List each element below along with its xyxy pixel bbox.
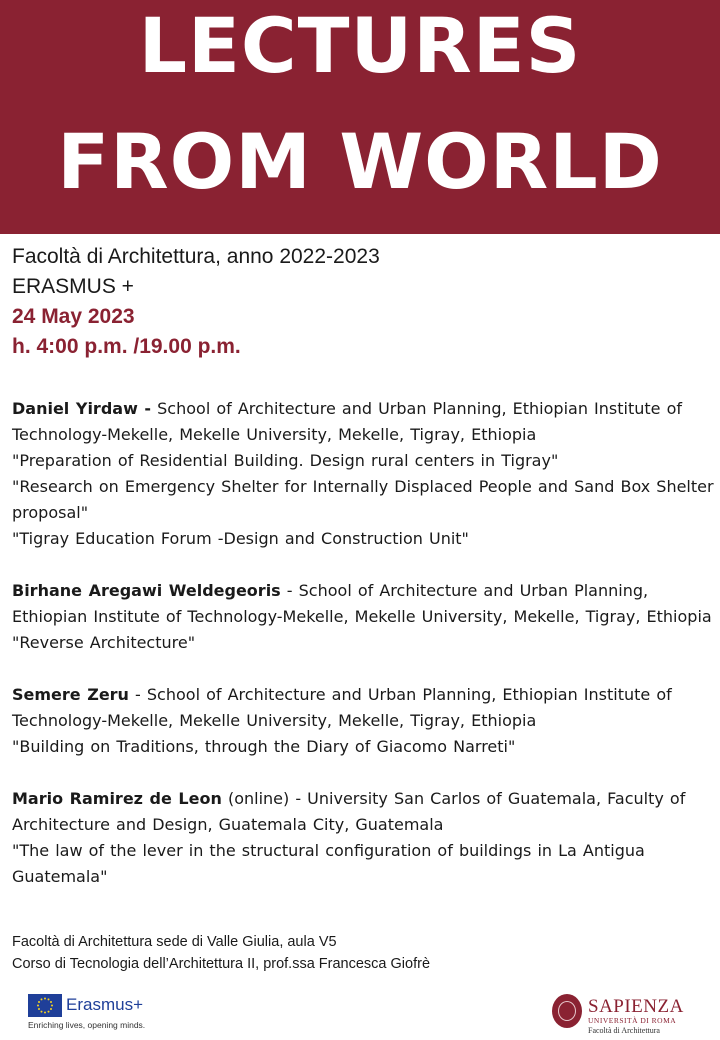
- sapienza-logo: [552, 994, 692, 1036]
- speaker-entry: [12, 682, 714, 760]
- speaker-name: Mario Ramirez de Leon: [12, 789, 222, 808]
- sapienza-faculty: Facoltà di Architettura: [588, 1026, 660, 1035]
- sapienza-wordmark: SAPIENZA: [588, 996, 684, 1017]
- erasmus-wordmark: Erasmus+: [66, 995, 143, 1014]
- eu-flag-icon: [28, 994, 62, 1017]
- speaker-list: [12, 396, 714, 916]
- talk-title: "Reverse Architecture": [12, 633, 196, 652]
- speaker-name: Birhane Aregawi Weldegeoris: [12, 581, 281, 600]
- program-name: ERASMUS +: [12, 275, 134, 298]
- sapienza-subtitle: UNIVERSITÀ DI ROMA: [588, 1016, 677, 1025]
- title-banner: [0, 0, 720, 234]
- speaker-affiliation: - School of Architecture and Urban Planning, Ethiopian Institute of Technology-Mekelle, Mekelle University, Mekelle, Tigray, Ethiopia: [12, 581, 712, 626]
- talk-title: "Tigray Education Forum -Design and Construction Unit": [12, 529, 469, 548]
- talk-title: "Building on Traditions, through the Diary of Giacomo Narreti": [12, 737, 516, 756]
- erasmus-logo: [28, 994, 158, 1034]
- speaker-affiliation: (online) - University San Carlos of Guatemala, Faculty of Architecture and Design, Guatemala City, Guatemala: [12, 789, 686, 834]
- speaker-name: Semere Zeru: [12, 685, 129, 704]
- faculty-year: Facoltà di Architettura, anno 2022-2023: [12, 245, 380, 268]
- speaker-entry: [12, 786, 714, 890]
- banner-title-line-2: FROM WORLD: [57, 117, 663, 206]
- talk-title: "Preparation of Residential Building. Design rural centers in Tigray": [12, 451, 559, 470]
- speaker-affiliation: - School of Architecture and Urban Planning, Ethiopian Institute of Technology-Mekelle, Mekelle University, Mekelle, Tigray, Ethiopia: [12, 685, 672, 730]
- event-time: h. 4:00 p.m. /19.00 p.m.: [12, 335, 241, 358]
- event-info: [12, 242, 712, 362]
- event-date: 24 May 2023: [12, 305, 135, 328]
- talk-title: "The law of the lever in the structural configuration of buildings in La Antigua Guatemala": [12, 841, 645, 886]
- speaker-entry: [12, 396, 714, 552]
- speaker-affiliation: School of Architecture and Urban Planning, Ethiopian Institute of Technology-Mekelle, Mekelle University, Mekelle, Tigray, Ethiopia: [12, 399, 682, 444]
- banner-title-line-1: LECTURES: [138, 1, 582, 90]
- speaker-entry: [12, 578, 714, 656]
- erasmus-tagline: Enriching lives, opening minds.: [28, 1020, 146, 1030]
- footer-info: [12, 931, 712, 975]
- talk-title: "Research on Emergency Shelter for Internally Displaced People and Sand Box Shelter proposal": [12, 477, 714, 522]
- venue-line: Facoltà di Architettura sede di Valle Giulia, aula V5: [12, 934, 337, 950]
- course-line: Corso di Tecnologia dell’Architettura II, prof.ssa Francesca Giofrè: [12, 956, 431, 972]
- speaker-name: Daniel Yirdaw -: [12, 399, 152, 418]
- sapienza-seal-icon: [552, 994, 582, 1028]
